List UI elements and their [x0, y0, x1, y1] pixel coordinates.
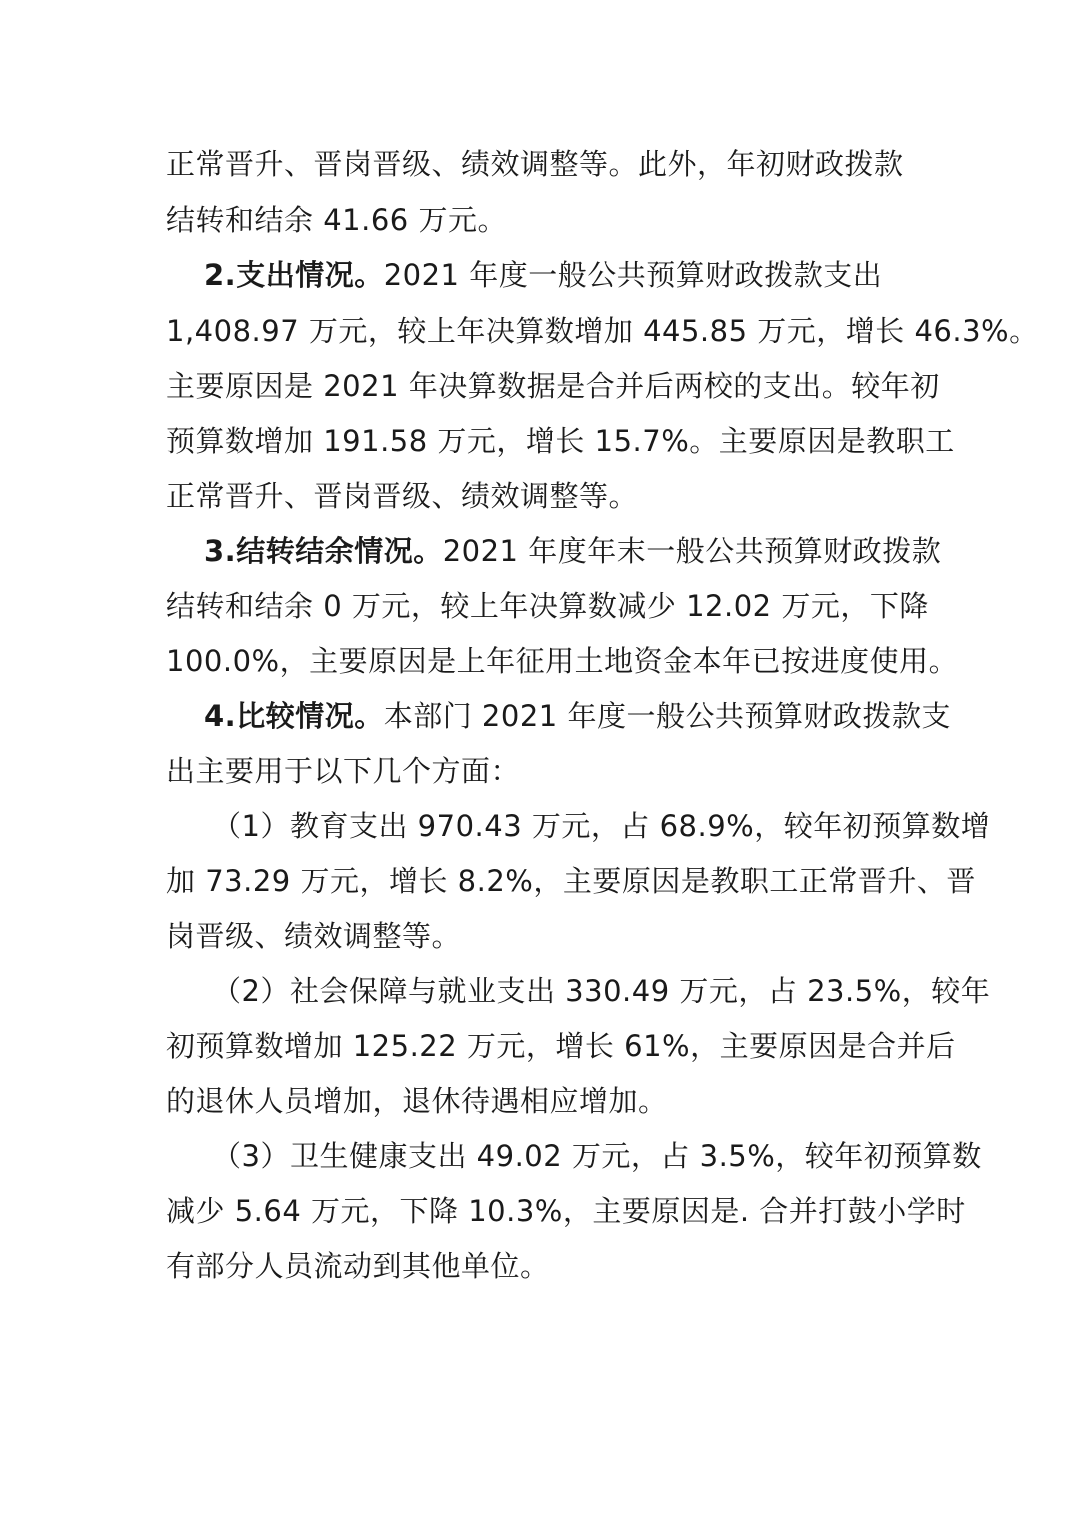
section-heading: 2.支出情况。 [204, 258, 384, 292]
text-line: 预算数增加 191.58 万元，增长 15.7%。主要原因是教职工 [166, 424, 955, 458]
text-line: （3）卫生健康支出 49.02 万元，占 3.5%，较年初预算数 [212, 1139, 982, 1173]
text-line: 正常晋升、晋岗晋级、绩效调整等。 [166, 479, 639, 513]
text-span: 2021 年度一般公共预算财政拨款支出 [383, 258, 883, 292]
text-line: 100.0%，主要原因是上年征用土地资金本年已按进度使用。 [166, 644, 959, 678]
section-heading: 4.比较情况。 [204, 699, 384, 733]
section-heading: 3.结转结余情况。 [204, 534, 443, 568]
text-line: 岗晋级、绩效调整等。 [166, 919, 462, 953]
text-line: 加 73.29 万元，增长 8.2%，主要原因是教职工正常晋升、晋 [166, 864, 976, 898]
text-line: 主要原因是 2021 年决算数据是合并后两校的支出。较年初 [166, 369, 940, 403]
text-span: 本部门 2021 年度一般公共预算财政拨款支 [383, 699, 951, 733]
text-line: 1,408.97 万元，较上年决算数增加 445.85 万元，增长 46.3%。 [166, 314, 1039, 348]
paragraph-first-line [204, 696, 951, 736]
text-line: 有部分人员流动到其他单位。 [166, 1249, 550, 1283]
text-line: 结转和结余 0 万元，较上年决算数减少 12.02 万元，下降 [166, 589, 929, 623]
paragraph-first-line [204, 531, 941, 571]
text-line: 出主要用于以下几个方面： [166, 754, 521, 788]
text-span: 2021 年度年末一般公共预算财政拨款 [442, 534, 942, 568]
text-line: 正常晋升、晋岗晋级、绩效调整等。此外，年初财政拨款 [166, 147, 904, 181]
text-line: 初预算数增加 125.22 万元，增长 61%，主要原因是合并后 [166, 1029, 956, 1063]
text-line: 的退休人员增加，退休待遇相应增加。 [166, 1084, 668, 1118]
text-line: （2）社会保障与就业支出 330.49 万元，占 23.5%，较年 [212, 974, 991, 1008]
paragraph-first-line [204, 255, 882, 295]
text-line: （1）教育支出 970.43 万元，占 68.9%，较年初预算数增 [212, 809, 991, 843]
text-line: 减少 5.64 万元，下降 10.3%，主要原因是. 合并打鼓小学时 [166, 1194, 966, 1228]
text-line: 结转和结余 41.66 万元。 [166, 203, 507, 237]
